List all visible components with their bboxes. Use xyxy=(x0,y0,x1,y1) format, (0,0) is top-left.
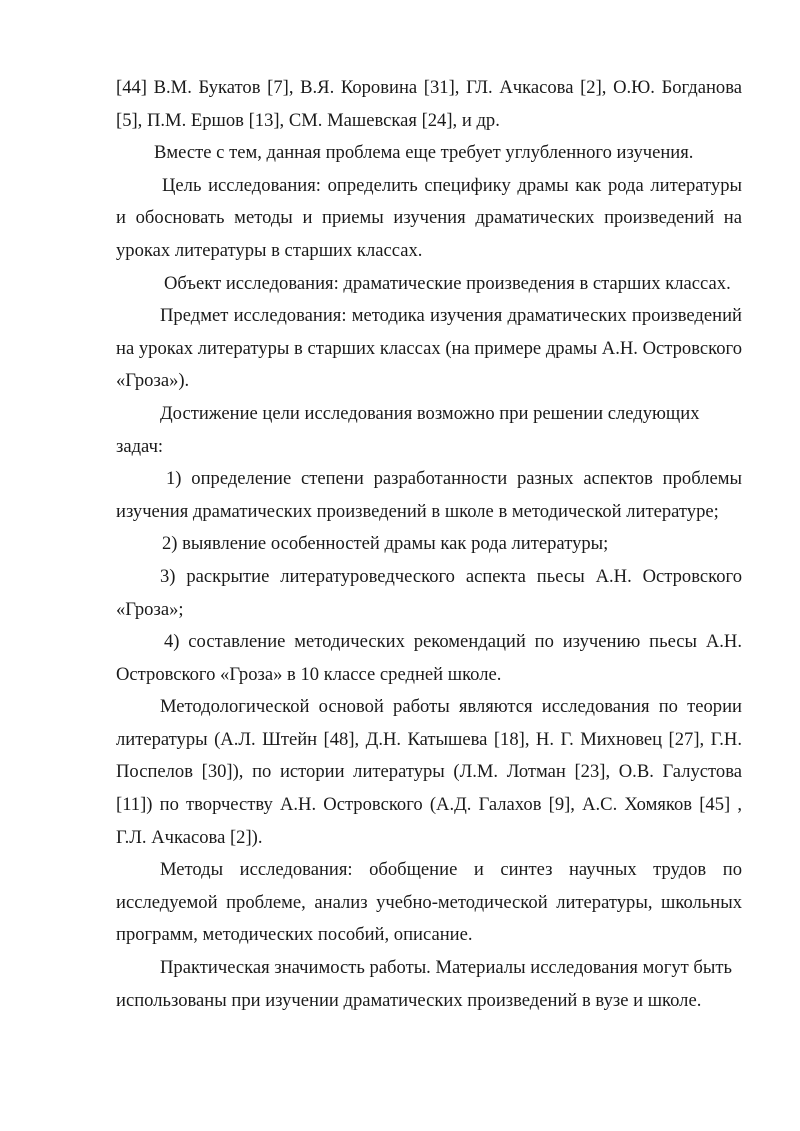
paragraph-research-object: Объект исследования: драматические произведения в старших классах. xyxy=(164,272,731,294)
paragraph-task-3: 3) раскрытие литературоведческого аспекта пьесы А.Н. Островского «Гроза»; xyxy=(116,565,742,620)
paragraph-references-continued: [44] В.М. Букатов [7], В.Я. Коровина [31], ГЛ. Ачкасова [2], О.Ю. Богданова [5], П.М. Ершов [13], СМ. Машевская [24], и др. xyxy=(116,77,742,131)
paragraph-research-goal: Цель исследования: определить специфику драмы как рода литературы и обосновать методы и приемы изучения драматических произведений на уроках литературы в старших классах. xyxy=(116,174,742,261)
paragraph-research-subject: Предмет исследования: методика изучения драматических произведений на уроках литературы в старших классах (на примере драмы А.Н. Островского «Гроза»). xyxy=(116,305,742,392)
paragraph-task-4: 4) составление методических рекомендаций по изучению пьесы А.Н. Островского «Гроза» в 10 классе средней школе. xyxy=(116,631,742,685)
paragraph-tasks-intro: Достижение цели исследования возможно при решении следующих задач: xyxy=(116,402,700,457)
paragraph-problem-statement: Вместе с тем, данная проблема еще требует углубленного изучения. xyxy=(154,142,694,164)
paragraph-research-methods: Методы исследования: обобщение и синтез научных трудов по исследуемой проблеме, анализ учебно-методической литературы, школьных программ, методических пособий, описание. xyxy=(116,859,742,946)
paragraph-task-2: 2) выявление особенностей драмы как рода литературы; xyxy=(162,533,609,555)
paragraph-methodology: Методологической основой работы являются исследования по теории литературы (А.Л. Штейн [48], Д.Н. Катышева [18], Н. Г. Михновец [27], Г.Н. Поспелов [30]), по истории литературы (Л.М. Лотман [23], О.В. Галустова [11]) по творчеству А.Н. Островского (А.Д. Галахов [9], А.С. Хомяков [45] , Г.Л. Ачкасова [2]). xyxy=(116,696,742,848)
paragraph-practical-significance: Практическая значимость работы. Материалы исследования могут быть использованы при изучении драматических произведений в вузе и школе. xyxy=(116,957,732,1011)
document-body xyxy=(116,72,742,1017)
paragraph-task-1: 1) определение степени разработанности разных аспектов проблемы изучения драматических произведений в школе в методической литературе; xyxy=(116,468,742,522)
